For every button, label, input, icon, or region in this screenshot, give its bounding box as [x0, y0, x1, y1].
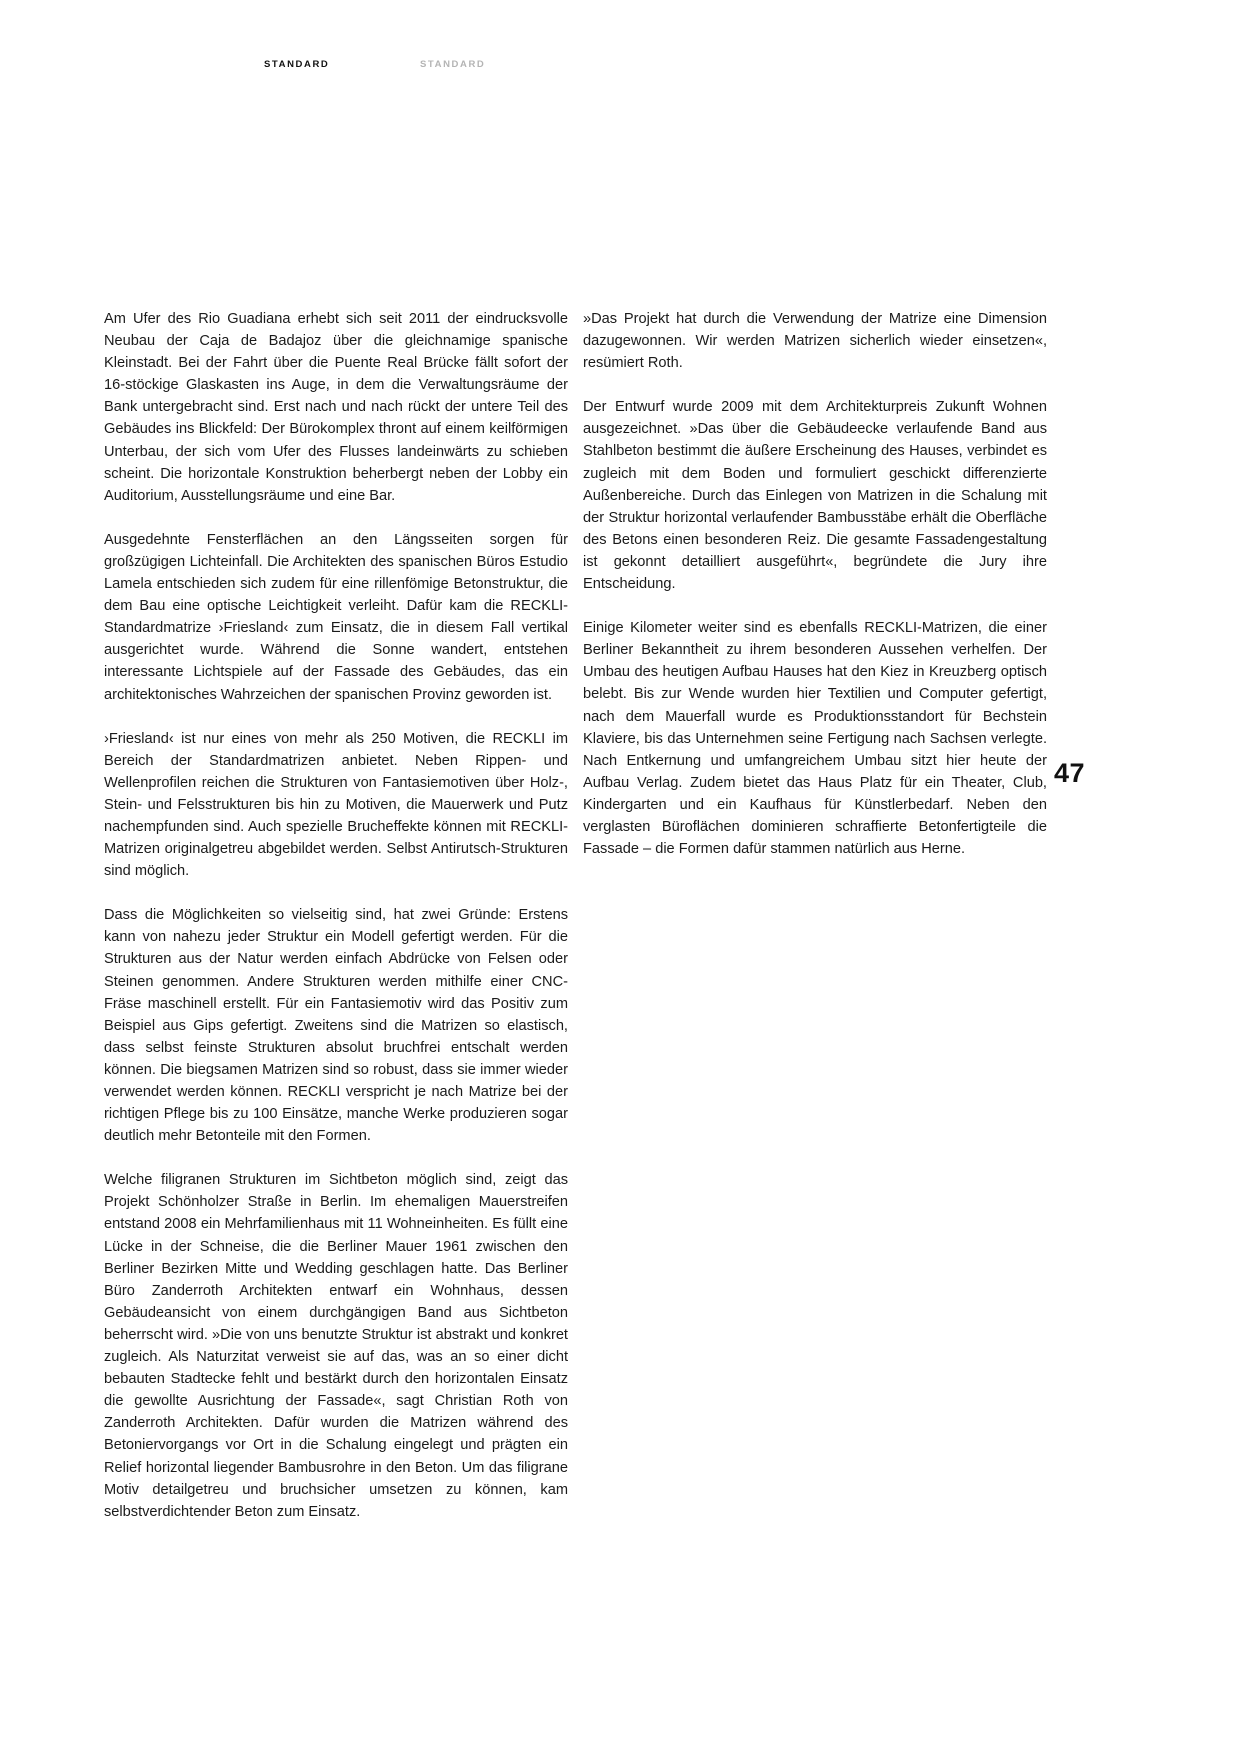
paragraph: »Das Projekt hat durch die Verwendung der Matrize eine Dimension dazugewonnen. Wir werden Matrizen sicherlich wieder einsetzen«, resümiert Roth.	[583, 311, 1047, 372]
running-head-left: STANDARD	[264, 59, 330, 70]
paragraph: Der Entwurf wurde 2009 mit dem Architekturpreis Zukunft Wohnen ausgezeichnet. »Das über die Gebäudeecke verlaufende Band aus Stahlbeton bestimmt die äußere Erscheinung des Hauses, verbindet es zugleich mit dem Boden und formuliert geschickt differenzierte Außenbereiche. Durch das Einlegen von Matrizen in die Schalung mit der Struktur horizontal verlaufender Bambusstäbe erhält die Oberfläche des Betons einen besonderen Reiz. Die gesamte Fassadengestaltung ist gekonnt detailliert ausgeführt«, begründete die Jury ihre Entscheidung.	[583, 399, 1047, 593]
paragraph: Am Ufer des Rio Guadiana erhebt sich seit 2011 der eindrucksvolle Neubau der Caja de Badajoz über die gleichnamige spanische Kleinstadt. Bei der Fahrt über die Puente Real Brücke fällt sofort der 16-stöckige Glaskasten ins Auge, in dem die Verwaltungsräume der Bank untergebracht sind. Erst nach und nach rückt der untere Teil des Gebäudes ins Blickfeld: Der Bürokomplex thront auf einem keilförmigen Unterbau, der sich vom Ufer des Flusses landeinwärts zu schieben scheint. Die horizontale Konstruktion beherbergt neben der Lobby ein Auditorium, Ausstellungsräume und eine Bar.	[104, 311, 568, 504]
body-column-right	[583, 308, 1047, 860]
paragraph: Dass die Möglichkeiten so vielseitig sind, hat zwei Gründe: Erstens kann von nahezu jeder Struktur ein Modell gefertigt werden. Für die Strukturen aus der Natur werden einfach Abdrücke von Felsen oder Steinen genommen. Andere Strukturen werden mithilfe einer CNC-Fräse maschinell erstellt. Für ein Fantasiemotiv wird das Positiv zum Beispiel aus Gips gefertigt. Zweitens sind die Matrizen so elastisch, dass selbst feinste Strukturen absolut bruchfrei entschalt werden können. Die biegsamen Matrizen sind so robust, dass sie immer wieder verwendet werden können. RECKLI verspricht je nach Matrize bei der richtigen Pflege bis zu 100 Einsätze, manche Werke produzieren sogar deutlich mehr Betonteile mit den Formen.	[104, 907, 568, 1145]
paragraph: Welche filigranen Strukturen im Sichtbeton möglich sind, zeigt das Projekt Schönholzer Straße in Berlin. Im ehemaligen Mauerstreifen entstand 2008 ein Mehrfamilienhaus mit 11 Wohneinheiten. Es füllt eine Lücke in der Schneise, die die Berliner Mauer 1961 zwischen den Berliner Bezirken Mitte und Wedding geschlagen hatte. Das Berliner Büro Zanderroth Architekten entwarf ein Wohnhaus, dessen Gebäudeansicht von einem durchgängigen Band aus Sichtbeton beherrscht wird. »Die von uns benutzte Struktur ist abstrakt und konkret zugleich. Als Naturzitat verweist sie auf das, was an so einer dicht bebauten Stadtecke fehlt und bestärkt durch den horizontalen Einsatz die gewollte Ausrichtung der Fassade«, sagt Christian Roth von Zanderroth Architekten. Dafür wurden die Matrizen während des Betoniervorgangs vor Ort in die Schalung eingelegt und prägten ein Relief horizontal liegender Bambusrohre in den Beton. Um das filigrane Motiv detailgetreu und bruchsicher umsetzen zu können, kam selbstverdichtender Beton zum Einsatz.	[104, 1172, 568, 1520]
page-number: 47	[1054, 758, 1086, 788]
paragraph: ›Friesland‹ ist nur eines von mehr als 250 Motiven, die RECKLI im Bereich der Standardmatrizen anbietet. Neben Rippen- und Wellenprofilen reichen die Strukturen von Fantasiemotiven über Holz-, Stein- und Felsstrukturen bis hin zu Motiven, die Mauerwerk und Putz nachempfunden sind. Auch spezielle Brucheffekte können mit RECKLI-Matrizen originalgetreu abgebildet werden. Selbst Antirutsch-Strukturen sind möglich.	[104, 730, 568, 880]
body-column-left	[104, 308, 568, 1523]
running-head-right: STANDARD	[420, 59, 486, 70]
paragraph: Einige Kilometer weiter sind es ebenfalls RECKLI-Matrizen, die einer Berliner Bekanntheit zu ihrem besonderen Aussehen verhelfen. Der Umbau des heutigen Aufbau Hauses hat den Kiez in Kreuzberg optisch belebt. Bis zur Wende wurden hier Textilien und Computer gefertigt, nach dem Mauerfall wurde es Produktionsstandort für Bechstein Klaviere, bis das Unternehmen seine Fertigung nach Sachsen verlegte. Nach Entkernung und umfangreichem Umbau sitzt hier heute der Aufbau Verlag. Zudem bietet das Haus Platz für ein Theater, Club, Kindergarten und ein Kaufhaus für Künstlerbedarf. Neben den verglasten Büroflächen dominieren schraffierte Betonfertigteile die Fassade – die Formen dafür stammen natürlich aus Herne.	[583, 620, 1047, 858]
paragraph: Ausgedehnte Fensterflächen an den Längsseiten sorgen für großzügigen Lichteinfall. Die Architekten des spanischen Büros Estudio Lamela entschieden sich zudem für eine rillenfömige Betonstruktur, die dem Bau eine optische Leichtigkeit verleiht. Dafür kam die RECKLI-Standardmatrize ›Friesland‹ zum Einsatz, die in diesem Fall vertikal ausgerichtet wurde. Während die Sonne wandert, entstehen interessante Lichtspiele auf der Fassade des Gebäudes, das ein architektonisches Wahrzeichen der spanischen Provinz geworden ist.	[104, 531, 568, 703]
